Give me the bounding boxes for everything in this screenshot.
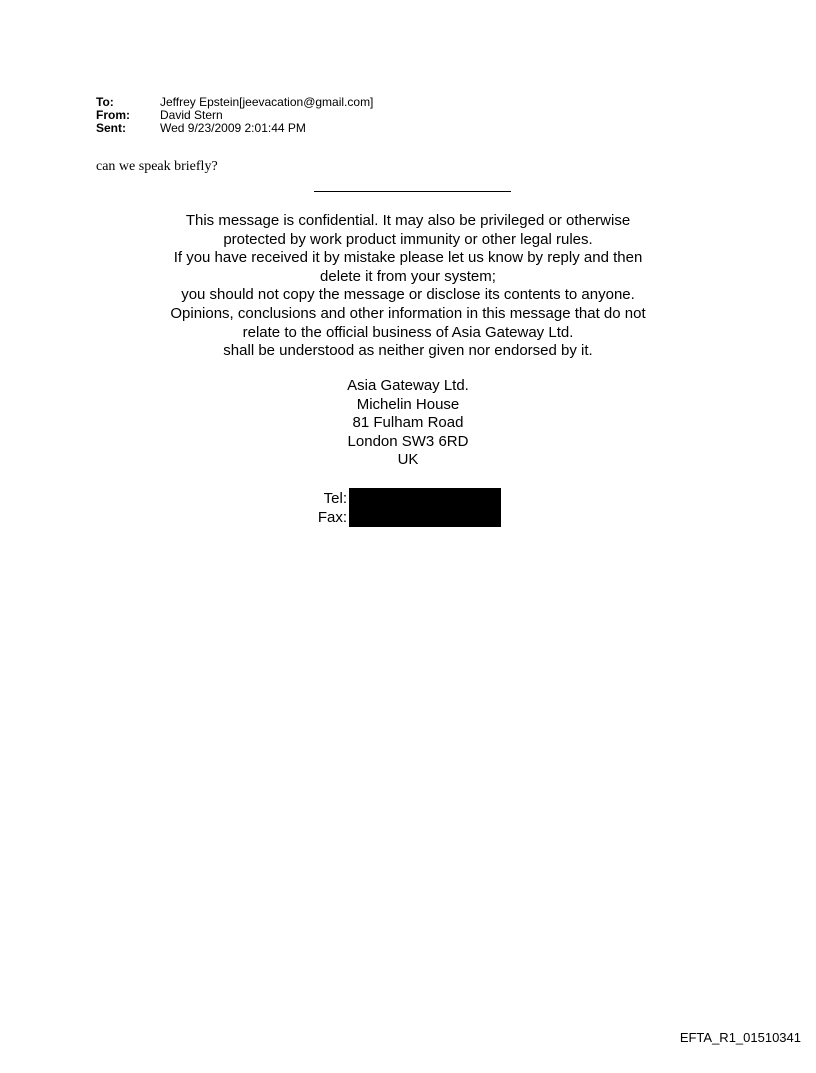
- from-label: From:: [96, 108, 130, 122]
- message-body: can we speak briefly?: [96, 159, 218, 174]
- to-value: Jeffrey Epstein[jeevacation@gmail.com]: [160, 95, 374, 109]
- address-line: 81 Fulham Road: [352, 414, 464, 431]
- sent-value: Wed 9/23/2009 2:01:44 PM: [160, 121, 306, 135]
- disclaimer-line: This message is confidential. It may also be privileged or otherwise: [185, 212, 631, 229]
- tel-label: Tel:: [323, 490, 347, 507]
- confidentiality-disclaimer: [108, 212, 708, 361]
- header-row-sent: [96, 122, 373, 135]
- disclaimer-line: If you have received it by mistake please let us know by reply and then: [173, 249, 643, 267]
- address-line: Michelin House: [356, 395, 460, 413]
- redaction-box: [349, 488, 501, 527]
- address-line: UK: [397, 451, 419, 468]
- disclaimer-line: delete it from your system;: [320, 267, 496, 285]
- disclaimer-line: relate to the official business of Asia Gateway Ltd.: [242, 323, 574, 341]
- disclaimer-line: you should not copy the message or disclose its contents to anyone.: [181, 286, 635, 304]
- header-row-to: [96, 96, 373, 109]
- document-id: EFTA_R1_01510341: [679, 1030, 801, 1045]
- to-label: To:: [96, 95, 114, 109]
- address-line: London SW3 6RD: [347, 432, 469, 450]
- disclaimer-line: Opinions, conclusions and other information in this message that do not: [170, 304, 646, 322]
- from-value: David Stern: [160, 108, 223, 122]
- fax-label: Fax:: [317, 509, 347, 526]
- signature-separator: [314, 191, 511, 192]
- company-address: [258, 377, 558, 470]
- sent-label: Sent:: [96, 121, 126, 135]
- disclaimer-line: protected by work product immunity or other legal rules.: [223, 230, 593, 248]
- address-line: Asia Gateway Ltd.: [347, 377, 469, 394]
- email-header: [96, 96, 373, 135]
- disclaimer-line: shall be understood as neither given nor endorsed by it.: [223, 342, 593, 360]
